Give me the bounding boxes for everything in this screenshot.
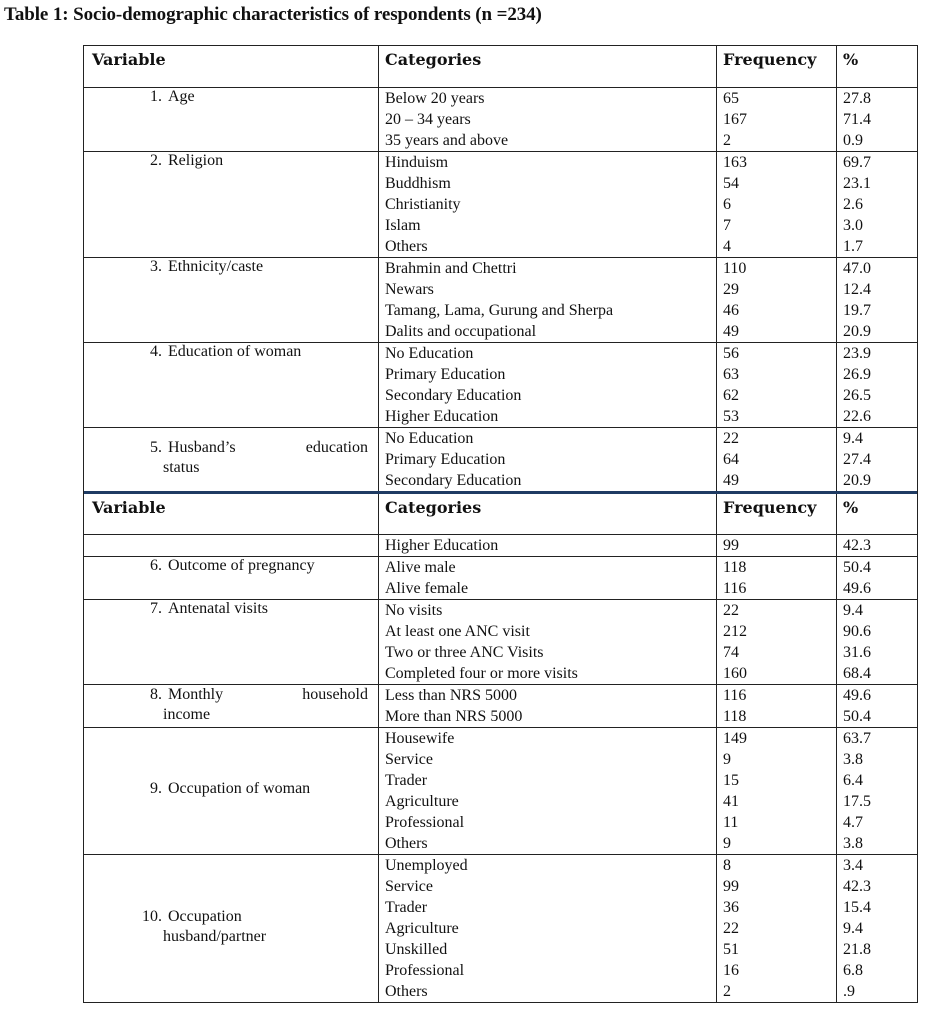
variable-number: 10. — [142, 908, 162, 925]
percent-cell: 47.0 — [843, 260, 871, 277]
variable-cell — [84, 728, 379, 854]
frequency-cell: 74 — [717, 642, 837, 663]
variable-number: 9. — [150, 780, 162, 797]
header-variable: Variable — [84, 494, 379, 534]
frequency-cell: 15 — [717, 770, 837, 791]
category-cell: Brahmin and Chettri — [379, 258, 717, 279]
category-cell: No visits — [379, 600, 717, 621]
variable-number: 6. — [150, 557, 162, 574]
category-cell: Dalits and occupational — [379, 321, 717, 342]
frequency-cell: 9 — [717, 833, 837, 854]
category-cell: Professional — [379, 960, 717, 981]
percent-cell: 15.4 — [843, 899, 871, 916]
percent-cell: 27.4 — [843, 451, 871, 468]
group-occupation-woman — [84, 728, 917, 855]
percent-cell: .9 — [843, 983, 855, 1000]
percent-cell: 23.9 — [843, 345, 871, 362]
variable-cell — [84, 258, 379, 342]
variable-cell — [84, 88, 379, 151]
variable-cell — [84, 152, 379, 257]
frequency-cell: 7 — [717, 215, 837, 236]
table-row — [379, 791, 917, 812]
category-cell: Others — [379, 236, 717, 257]
group-religion — [84, 152, 917, 258]
table-caption: Table 1: Socio-demographic characteristics of respondents (n =234) — [4, 4, 542, 25]
variable-cell — [84, 600, 379, 684]
group-age — [84, 88, 917, 152]
category-cell: 20 – 34 years — [379, 109, 717, 130]
table-row — [379, 130, 917, 151]
table-row — [379, 428, 917, 449]
group-husband-education-continued — [84, 535, 917, 557]
category-cell: No Education — [379, 428, 717, 449]
category-cell: Unskilled — [379, 939, 717, 960]
table-row — [379, 364, 917, 385]
variable-label: Age — [168, 88, 195, 105]
percent-cell: 90.6 — [843, 623, 871, 640]
table-row — [379, 960, 917, 981]
percent-cell: 9.4 — [843, 920, 863, 937]
table-row — [379, 109, 917, 130]
group-pregnancy-outcome — [84, 557, 917, 600]
table-row — [379, 981, 917, 1002]
percent-cell: 3.0 — [843, 217, 863, 234]
category-cell: Christianity — [379, 194, 717, 215]
category-cell: Higher Education — [379, 406, 717, 427]
percent-cell: 3.8 — [843, 751, 863, 768]
table-row — [379, 749, 917, 770]
variable-cell — [84, 855, 379, 1002]
group-occupation-husband — [84, 855, 917, 1002]
category-cell: Trader — [379, 770, 717, 791]
frequency-cell: 11 — [717, 812, 837, 833]
category-cell: Agriculture — [379, 918, 717, 939]
frequency-cell: 116 — [717, 578, 837, 599]
percent-cell: 71.4 — [843, 111, 871, 128]
group-education-woman — [84, 343, 917, 428]
table-header-repeat — [84, 491, 917, 535]
category-cell: Professional — [379, 812, 717, 833]
frequency-cell: 49 — [717, 470, 837, 491]
percent-cell: 17.5 — [843, 793, 871, 810]
table-row — [379, 855, 917, 876]
table-row — [379, 833, 917, 854]
variable-label: Antenatal visits — [168, 600, 268, 617]
category-cell: Unemployed — [379, 855, 717, 876]
variable-cell — [84, 428, 379, 491]
frequency-cell: 149 — [717, 728, 837, 749]
frequency-cell: 9 — [717, 749, 837, 770]
frequency-cell: 62 — [717, 385, 837, 406]
table-row — [379, 600, 917, 621]
frequency-cell: 49 — [717, 321, 837, 342]
percent-cell: 50.4 — [843, 708, 871, 725]
variable-label-part: household — [302, 686, 368, 703]
frequency-cell: 116 — [717, 685, 837, 706]
table-row — [379, 770, 917, 791]
header-frequency: Frequency — [717, 46, 837, 87]
percent-cell: 2.6 — [843, 196, 863, 213]
percent-cell: 26.5 — [843, 387, 871, 404]
table-row — [379, 343, 917, 364]
percent-cell: 42.3 — [843, 878, 871, 895]
table-row — [379, 385, 917, 406]
category-cell: Less than NRS 5000 — [379, 685, 717, 706]
percent-cell: 9.4 — [843, 430, 863, 447]
frequency-cell: 36 — [717, 897, 837, 918]
category-cell: Others — [379, 981, 717, 1002]
category-cell: Completed four or more visits — [379, 663, 717, 684]
table-row — [379, 728, 917, 749]
variable-number: 2. — [150, 152, 162, 169]
group-husband-education — [84, 428, 917, 491]
frequency-cell: 22 — [717, 600, 837, 621]
table-row — [379, 321, 917, 342]
category-cell: More than NRS 5000 — [379, 706, 717, 727]
table-row — [379, 88, 917, 109]
category-cell: Agriculture — [379, 791, 717, 812]
percent-cell: 23.1 — [843, 175, 871, 192]
table-row — [379, 194, 917, 215]
table-row — [379, 406, 917, 427]
percent-cell: 4.7 — [843, 814, 863, 831]
percent-cell: 31.6 — [843, 644, 871, 661]
header-percent: % — [843, 498, 859, 517]
variable-label: Ethnicity/caste — [168, 258, 264, 275]
frequency-cell: 99 — [717, 535, 837, 556]
table-header — [84, 46, 917, 88]
percent-cell: 21.8 — [843, 941, 871, 958]
category-cell: Service — [379, 876, 717, 897]
frequency-cell: 65 — [717, 88, 837, 109]
frequency-cell: 22 — [717, 918, 837, 939]
variable-label-part: husband/partner — [163, 928, 267, 945]
frequency-cell: 167 — [717, 109, 837, 130]
variable-number: 7. — [150, 600, 162, 617]
category-cell: Housewife — [379, 728, 717, 749]
category-cell: 35 years and above — [379, 130, 717, 151]
table-row — [379, 876, 917, 897]
variable-number: 4. — [150, 343, 162, 360]
frequency-cell: 2 — [717, 130, 837, 151]
category-cell: Islam — [379, 215, 717, 236]
table-row — [379, 706, 917, 727]
frequency-cell: 63 — [717, 364, 837, 385]
category-cell: Two or three ANC Visits — [379, 642, 717, 663]
frequency-cell: 16 — [717, 960, 837, 981]
table-row — [379, 897, 917, 918]
frequency-cell: 41 — [717, 791, 837, 812]
variable-number: 5. — [150, 439, 162, 456]
variable-label: Religion — [168, 152, 224, 169]
group-antenatal-visits — [84, 600, 917, 685]
variable-number: 8. — [150, 686, 162, 703]
frequency-cell: 53 — [717, 406, 837, 427]
frequency-cell: 51 — [717, 939, 837, 960]
percent-cell: 50.4 — [843, 559, 871, 576]
category-cell: Secondary Education — [379, 385, 717, 406]
frequency-cell: 56 — [717, 343, 837, 364]
percent-cell: 3.4 — [843, 857, 863, 874]
percent-cell: 6.8 — [843, 962, 863, 979]
category-cell: Below 20 years — [379, 88, 717, 109]
category-cell: Primary Education — [379, 364, 717, 385]
category-cell: Higher Education — [379, 535, 717, 556]
category-cell: Service — [379, 749, 717, 770]
percent-cell: 63.7 — [843, 730, 871, 747]
percent-cell: 12.4 — [843, 281, 871, 298]
group-household-income — [84, 685, 917, 728]
variable-label: Outcome of pregnancy — [168, 557, 315, 574]
frequency-cell: 118 — [717, 706, 837, 727]
header-frequency: Frequency — [717, 494, 837, 534]
category-cell: Buddhism — [379, 173, 717, 194]
percent-cell: 49.6 — [843, 687, 871, 704]
table-row — [379, 449, 917, 470]
frequency-cell: 4 — [717, 236, 837, 257]
frequency-cell: 163 — [717, 152, 837, 173]
category-cell: Hinduism — [379, 152, 717, 173]
category-cell: Secondary Education — [379, 470, 717, 491]
table-row — [379, 642, 917, 663]
variable-label-part: Husband’s — [168, 439, 236, 456]
frequency-cell: 8 — [717, 855, 837, 876]
category-cell: Alive male — [379, 557, 717, 578]
percent-cell: 42.3 — [843, 537, 871, 554]
percent-cell: 20.9 — [843, 323, 871, 340]
table-row — [379, 173, 917, 194]
percent-cell: 26.9 — [843, 366, 871, 383]
table-row — [379, 236, 917, 257]
percent-cell: 20.9 — [843, 472, 871, 489]
table-row — [379, 939, 917, 960]
category-cell: At least one ANC visit — [379, 621, 717, 642]
category-cell: Trader — [379, 897, 717, 918]
table-row — [379, 279, 917, 300]
percent-cell: 3.8 — [843, 835, 863, 852]
table-row — [379, 215, 917, 236]
variable-label: Occupation of woman — [168, 780, 311, 797]
variable-number: 3. — [150, 258, 162, 275]
frequency-cell: 29 — [717, 279, 837, 300]
table-row — [379, 258, 917, 279]
category-cell: Tamang, Lama, Gurung and Sherpa — [379, 300, 717, 321]
category-cell: No Education — [379, 343, 717, 364]
category-cell: Alive female — [379, 578, 717, 599]
variable-cell — [84, 535, 379, 556]
variable-cell — [84, 685, 379, 727]
frequency-cell: 54 — [717, 173, 837, 194]
variable-number: 1. — [150, 88, 162, 105]
frequency-cell: 110 — [717, 258, 837, 279]
percent-cell: 9.4 — [843, 602, 863, 619]
demographics-table — [83, 45, 918, 1003]
header-percent: % — [843, 50, 859, 69]
frequency-cell: 160 — [717, 663, 837, 684]
table-row — [379, 152, 917, 173]
percent-cell: 49.6 — [843, 580, 871, 597]
variable-label-part: status — [163, 459, 200, 476]
variable-label: Education of woman — [168, 343, 302, 360]
percent-cell: 6.4 — [843, 772, 863, 789]
variable-label-part: education — [305, 439, 368, 456]
table-row — [379, 685, 917, 706]
frequency-cell: 118 — [717, 557, 837, 578]
header-categories: Categories — [379, 46, 717, 87]
frequency-cell: 46 — [717, 300, 837, 321]
frequency-cell: 212 — [717, 621, 837, 642]
table-row — [379, 918, 917, 939]
category-cell: Newars — [379, 279, 717, 300]
header-variable: Variable — [84, 46, 379, 87]
frequency-cell: 22 — [717, 428, 837, 449]
frequency-cell: 2 — [717, 981, 837, 1002]
frequency-cell: 64 — [717, 449, 837, 470]
table-row — [379, 578, 917, 599]
table-row — [379, 300, 917, 321]
table-row — [379, 663, 917, 684]
variable-cell — [84, 343, 379, 427]
variable-label-part: Occupation — [168, 908, 242, 925]
table-row — [379, 621, 917, 642]
variable-label-part: income — [163, 706, 211, 723]
percent-cell: 27.8 — [843, 90, 871, 107]
percent-cell: 0.9 — [843, 132, 863, 149]
frequency-cell: 6 — [717, 194, 837, 215]
header-categories: Categories — [379, 494, 717, 534]
category-cell: Primary Education — [379, 449, 717, 470]
percent-cell: 69.7 — [843, 154, 871, 171]
frequency-cell: 99 — [717, 876, 837, 897]
percent-cell: 22.6 — [843, 408, 871, 425]
variable-label-part: Monthly — [168, 686, 224, 703]
table-row — [379, 557, 917, 578]
variable-cell — [84, 557, 379, 599]
category-cell: Others — [379, 833, 717, 854]
percent-cell: 68.4 — [843, 665, 871, 682]
percent-cell: 19.7 — [843, 302, 871, 319]
table-row — [379, 535, 917, 556]
table-row — [379, 470, 917, 491]
table-row — [379, 812, 917, 833]
group-ethnicity — [84, 258, 917, 343]
percent-cell: 1.7 — [843, 238, 863, 255]
